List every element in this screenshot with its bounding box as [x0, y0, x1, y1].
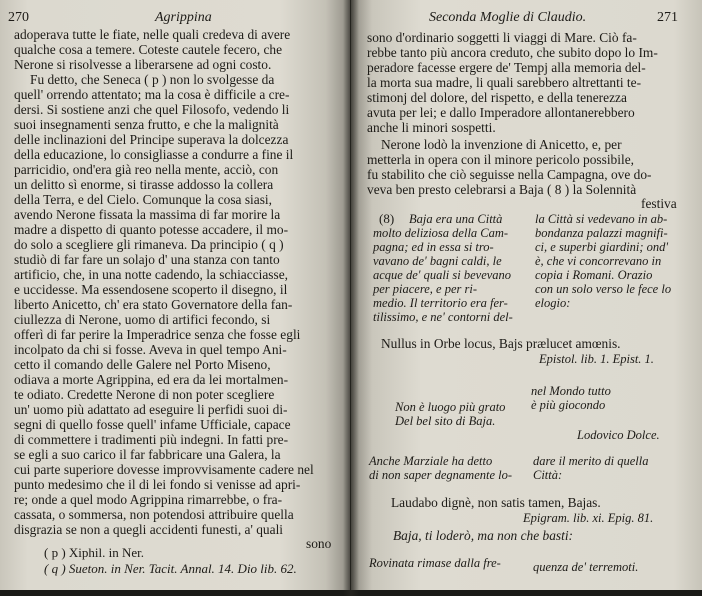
italian-verse-right-1: nel Mondo tutto [531, 384, 611, 398]
italian-verse-right-2: è più giocondo [531, 398, 606, 412]
martial-line-right-2: Città: [533, 468, 563, 482]
text-line: ciullezza di Nerone, uomo di artifici fecondo, si [14, 312, 271, 327]
text-line: do solo a scegliere gli rimaneva. Da principio ( q ) [14, 237, 284, 252]
bottom-note-right: quenza de' terremoti. [533, 560, 639, 574]
right-page [351, 0, 702, 590]
left-running-head: Agrippina [155, 10, 212, 25]
text-line: artificio, che, in una notte cadendo, la schiacciasse, [14, 267, 289, 282]
text-line: offerì di far perire la Imperadrice senza che fosse egli [14, 327, 301, 342]
note-line: elogio: [535, 296, 571, 310]
text-line: Fu detto, che Seneca ( p ) non lo svolgesse da [30, 72, 275, 87]
text-line: la morta sua madre, li quali sarebbero altrettanti te- [367, 75, 642, 90]
note-line: tilissimo, e ne' contorni del- [373, 310, 513, 324]
right-page-number: 271 [657, 10, 678, 25]
text-line: fu stabilito che ciò seguisse nella Campagna, ove do- [367, 167, 652, 182]
text-line: segni di quello fosse quell' infame Ufficiale, capace [14, 417, 291, 432]
text-line: se egli a suo carico il far fabbricare una Galera, la [14, 447, 281, 462]
italian-verse-left-2: Del bel sito di Baja. [395, 414, 496, 428]
text-line: e uccidesse. Ma essendosene scoperto il disegno, il [14, 282, 288, 297]
text-line: punto medesimo che il di lei fondo si venisse ad apri- [14, 477, 301, 492]
text-line: liberto Anicetto, ch' era stato Governatore della fan- [14, 297, 293, 312]
note-marker: (8) [379, 211, 395, 226]
catchword: sono [306, 536, 332, 551]
note-line: copia i Romani. Orazio [535, 268, 653, 282]
note-line: bondanza palazzi magnifi- [535, 226, 668, 240]
text-line: qualche cosa a temere. Coteste cautele fecero, che [14, 42, 283, 57]
text-line: stimonj del dolore, del rispetto, e della tenerezza [367, 90, 627, 105]
text-line: disgrazia se non a quegli accidenti funesti, a' quali [14, 522, 284, 537]
note-line: è, che vi concorrevano in [535, 254, 662, 268]
text-line: cui parte superiore dovesse improvvisamente cadere nel [14, 462, 314, 477]
martial-line-left-2: di non saper degnamente lo- [369, 468, 513, 482]
text-line: madre a dispetto di quanto potesse accadere, il mo- [14, 222, 289, 237]
text-line: cetto il comando delle Galere nel Porto Miseno, [14, 357, 271, 372]
verse-author: Lodovico Dolce. [577, 428, 660, 442]
latin-verse-1: Nullus in Orbe locus, Bajs prælucet amœnis. [381, 336, 621, 351]
text-line: adoperava tutte le fiate, nelle quali credeva di avere [14, 27, 291, 42]
text-line: suoi insegnamenti senza frutto, e che la malignità [14, 117, 279, 132]
text-line: veva ben presto celebrarsi a Baja ( 8 ) la Solennità [367, 182, 637, 197]
text-line: Nerone lodò la invenzione di Anicetto, e, per [381, 137, 622, 152]
text-line: Nerone si risolvesse a liberarsene ad ogni costo. [14, 57, 272, 72]
right-running-head: Seconda Moglie di Claudio. [429, 10, 587, 25]
text-line: odiava a morte Agrippina, ed era da lei mortalmen- [14, 372, 289, 387]
text-line: parricidio, ond'era già reo nella mente, acciò, con [14, 162, 279, 177]
text-line: incolpato da chi si fosse. Aveva in quel tempo Ani- [14, 342, 287, 357]
text-line: avendo Nerone fissata la massima di far morire la [14, 207, 281, 222]
left-page [0, 0, 350, 590]
note-line: per piacere, e per ri- [373, 282, 478, 296]
text-line: delle inclinazioni del Principe superava la dolcezza [14, 132, 289, 147]
book-gutter [343, 0, 359, 596]
text-line: quell' orrendo attentato; ma la cosa è difficile a cre- [14, 87, 290, 102]
text-line: re; onde a quel modo Agrippina rimarrebbe, o fra- [14, 492, 283, 507]
latin-verse-2: Laudabo dignè, non satis tamen, Bajas. [391, 495, 601, 510]
text-line: sono d'ordinario soggetti li viaggi di Mare. Ciò fa- [367, 30, 637, 45]
text-line: anche li minori sospetti. [367, 120, 496, 135]
verse-reference-1: Epistol. lib. 1. Epist. 1. [539, 352, 654, 366]
catchword: festiva [641, 196, 677, 211]
martial-line-left-1: Anche Marziale ha detto [369, 454, 493, 468]
verse-reference-2: Epigram. lib. xi. Epig. 81. [523, 511, 654, 525]
text-line: cassata, o sommersa, non potendosi attribuire quella [14, 507, 294, 522]
text-line: rebbe tanto più ancora creduto, che subito dopo lo Im- [367, 45, 658, 60]
note-line: con un solo verso le fece lo [535, 282, 672, 296]
footnote-p: ( p ) Xiphil. in Ner. [44, 545, 145, 560]
italian-verse-left-1: Non è luogo più grato [395, 400, 506, 414]
note-line: pagna; ed in essa si tro- [373, 240, 494, 254]
note-line: la Città si vedevano in ab- [535, 212, 668, 226]
text-line: peradore facesse ergere de' Tempj alla memoria del- [367, 60, 646, 75]
italian-verse-3: Baja, ti loderò, ma non che basti: [393, 528, 574, 543]
text-line: metterla in opera con il minore pericolo possibile, [367, 152, 634, 167]
text-line: della Terra, e del Cielo. Comunque la cosa siasi, [14, 192, 272, 207]
text-line: di commettere i tradimenti più indegni. In fatti pre- [14, 432, 289, 447]
note-line: Baja era una Città [409, 212, 503, 226]
footnote-q: ( q ) Sueton. in Ner. Tacit. Annal. 14. Dio lib. 62. [44, 561, 297, 576]
text-line: studiò di far fare un solajo d' una stanza con tanto [14, 252, 280, 267]
note-line: ci, e superbi giardini; ond' [535, 240, 669, 254]
text-line: te odiato. Credette Nerone di non poter scegliere [14, 387, 275, 402]
note-line: acque de' quali si bevevano [373, 268, 512, 282]
text-line: un' uomo più adattato ad eseguire li perfidi suoi di- [14, 402, 288, 417]
text-line: avuta per lei; e dallo Imperadore allontanerebbero [367, 105, 635, 120]
left-page-number: 270 [8, 10, 29, 25]
text-line: dersi. Si sostiene anzi che quel Filosofo, vedendo li [14, 102, 290, 117]
martial-line-right-1: dare il merito di quella [533, 454, 649, 468]
text-line: un delitto sì enorme, si tirasse addosso la collera [14, 177, 274, 192]
note-line: vavano de' bagni caldi, le [373, 254, 502, 268]
note-line: medio. Il territorio era fer- [373, 296, 508, 310]
bottom-note-left: Rovinata rimase dalla fre- [369, 556, 501, 570]
text-line: della educazione, lo consigliasse a condurre a fine il [14, 147, 294, 162]
note-line: molto deliziosa della Cam- [373, 226, 509, 240]
